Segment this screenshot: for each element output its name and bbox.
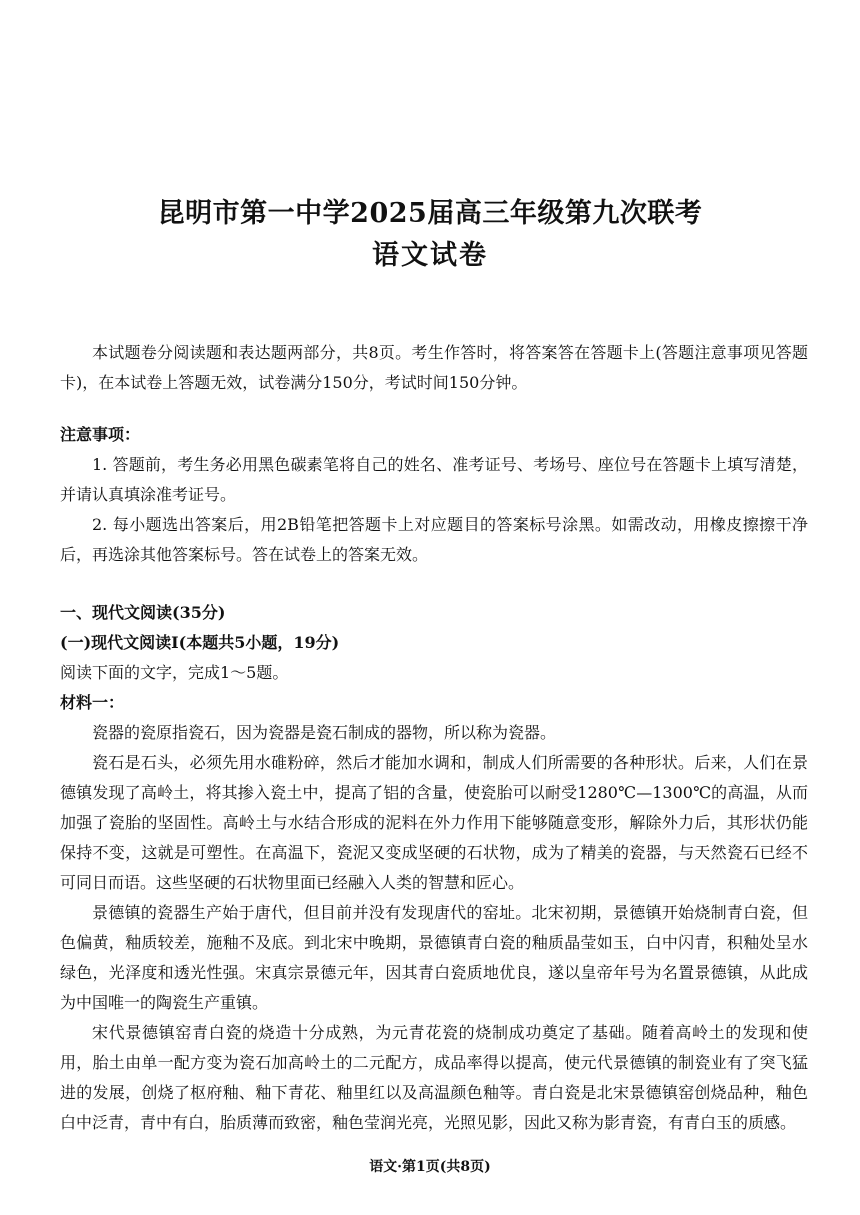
notice-item-1: 1. 答题前，考生务必用黑色碳素笔将自己的姓名、准考证号、考场号、座位号在答题卡上填写清楚，并请认真填涂准考证号。 (60, 455, 808, 504)
exam-title: 昆明市第一中学2025届高三年级第九次联考 (157, 198, 703, 229)
notice-section (60, 420, 808, 570)
material-paragraph-3: 景德镇的瓷器生产始于唐代，但目前并没有发现唐代的窑址。北宋初期，景德镇开始烧制青白瓷，但色偏黄，釉质较差，施釉不及底。到北宋中晚期，景德镇青白瓷的釉质晶莹如玉，白中闪青，积釉处呈水绿色，光泽度和透光性强。宋真宗景德元年，因其青白瓷质地优良，遂以皇帝年号为名置景德镇，从此成为中国唯一的陶瓷生产重镇。 (60, 903, 808, 1012)
page-footer: 语文·第1页(共8页) (369, 1159, 491, 1175)
section-subheading: (一)现代文阅读Ⅰ(本题共5小题，19分) (60, 633, 340, 652)
reading-section (60, 598, 808, 1138)
notice-item-2: 2. 每小题选出答案后，用2B铅笔把答题卡上对应题目的答案标号涂黑。如需改动，用橡皮擦擦干净后，再选涂其他答案标号。答在试卷上的答案无效。 (60, 515, 808, 564)
material-label: 材料一： (60, 693, 125, 712)
exam-title-block (0, 196, 860, 274)
material-paragraph-4: 宋代景德镇窑青白瓷的烧造十分成熟，为元青花瓷的烧制成功奠定了基础。随着高岭土的发现和使用，胎土由单一配方变为瓷石加高岭土的二元配方，成品率得以提高，使元代景德镇的制瓷业有了突飞猛进的发展，创烧了枢府釉、釉下青花、釉里红以及高温颜色釉等。青白瓷是北宋景德镇窑创烧品种，釉色白中泛青，青中有白，胎质薄而致密，釉色莹润光亮，光照见影，因此又称为影青瓷，有青白玉的质感。 (60, 1023, 808, 1132)
exam-content (60, 338, 808, 1138)
material-paragraph-2: 瓷石是石头，必须先用水碓粉碎，然后才能加水调和，制成人们所需要的各种形状。后来，人们在景德镇发现了高岭土，将其掺入瓷土中，提高了铝的含量，使瓷胎可以耐受1280℃—1300℃的高温，从而加强了瓷胎的坚固性。高岭土与水结合形成的泥料在外力作用下能够随意变形，解除外力后，其形状仍能保持不变，这就是可塑性。在高温下，瓷泥又变成坚硬的石状物，成为了精美的瓷器，与天然瓷石已经不可同日而语。这些坚硬的石状物里面已经融入人类的智慧和匠心。 (60, 753, 808, 892)
intro-paragraph: 本试题卷分阅读题和表达题两部分，共8页。考生作答时，将答案答在答题卡上(答题注意事项见答题卡)，在本试卷上答题无效，试卷满分150分，考试时间150分钟。 (60, 343, 808, 392)
notice-heading: 注意事项： (60, 425, 141, 444)
section-heading: 一、现代文阅读(35分) (60, 603, 226, 622)
material-paragraph-1: 瓷器的瓷原指瓷石，因为瓷器是瓷石制成的器物，所以称为瓷器。 (92, 723, 557, 742)
section-instruction: 阅读下面的文字，完成1～5题。 (60, 663, 289, 682)
exam-subject-title: 语文试卷 (372, 240, 488, 271)
